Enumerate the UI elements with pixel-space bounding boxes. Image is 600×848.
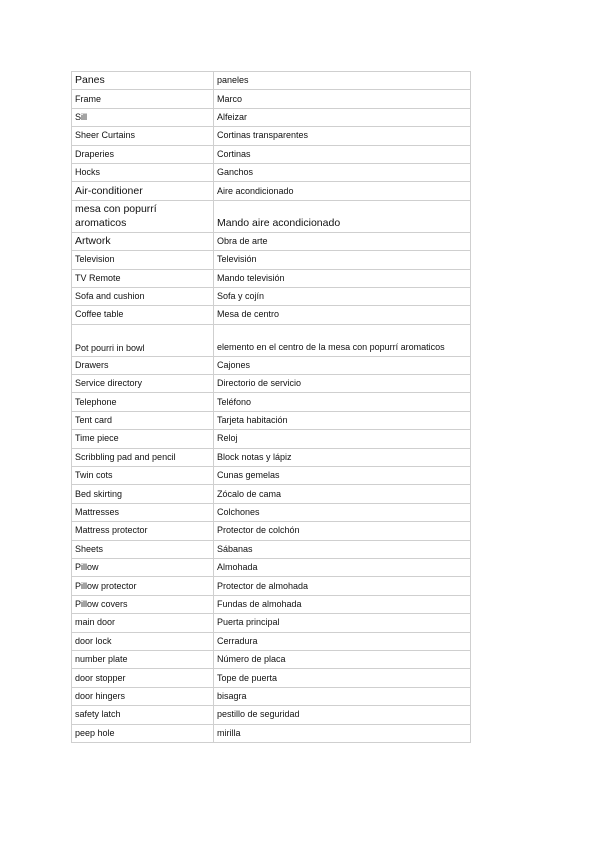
spanish-term: Protector de colchón bbox=[214, 522, 471, 540]
table-row bbox=[72, 577, 471, 595]
spanish-term: elemento en el centro de la mesa con popurrí aromaticos bbox=[214, 324, 471, 356]
spanish-term: Mesa de centro bbox=[214, 306, 471, 324]
spanish-term: Cerradura bbox=[214, 632, 471, 650]
english-term: Panes bbox=[72, 72, 214, 90]
table-row bbox=[72, 558, 471, 576]
english-term: Pillow covers bbox=[72, 595, 214, 613]
table-row bbox=[72, 540, 471, 558]
spanish-term: Reloj bbox=[214, 430, 471, 448]
table-row bbox=[72, 448, 471, 466]
table-row bbox=[72, 200, 471, 232]
table-row bbox=[72, 251, 471, 269]
table-row bbox=[72, 127, 471, 145]
spanish-term: Obra de arte bbox=[214, 232, 471, 250]
english-term: Mattress protector bbox=[72, 522, 214, 540]
table-row bbox=[72, 503, 471, 521]
english-term: TV Remote bbox=[72, 269, 214, 287]
english-term: peep hole bbox=[72, 724, 214, 742]
vocabulary-table bbox=[71, 71, 471, 743]
spanish-term: Mando televisión bbox=[214, 269, 471, 287]
spanish-term: bisagra bbox=[214, 687, 471, 705]
spanish-term: Cortinas transparentes bbox=[214, 127, 471, 145]
spanish-term: Teléfono bbox=[214, 393, 471, 411]
english-term: Draperies bbox=[72, 145, 214, 163]
table-row bbox=[72, 375, 471, 393]
spanish-term: Fundas de almohada bbox=[214, 595, 471, 613]
table-row bbox=[72, 324, 471, 356]
table-row bbox=[72, 485, 471, 503]
english-term: Coffee table bbox=[72, 306, 214, 324]
spanish-term: Zócalo de cama bbox=[214, 485, 471, 503]
english-term: Mattresses bbox=[72, 503, 214, 521]
spanish-term: Tarjeta habitación bbox=[214, 411, 471, 429]
table-row bbox=[72, 632, 471, 650]
english-term: Tent card bbox=[72, 411, 214, 429]
table-row bbox=[72, 182, 471, 200]
table-row bbox=[72, 356, 471, 374]
english-term: Frame bbox=[72, 90, 214, 108]
english-term: Scribbling pad and pencil bbox=[72, 448, 214, 466]
table-row bbox=[72, 145, 471, 163]
english-term: number plate bbox=[72, 650, 214, 668]
spanish-term: Aire acondicionado bbox=[214, 182, 471, 200]
table-row bbox=[72, 614, 471, 632]
spanish-term: Block notas y lápiz bbox=[214, 448, 471, 466]
table-row bbox=[72, 650, 471, 668]
table-row bbox=[72, 687, 471, 705]
english-term: Artwork bbox=[72, 232, 214, 250]
table-row bbox=[72, 287, 471, 305]
english-term: Drawers bbox=[72, 356, 214, 374]
english-term: Time piece bbox=[72, 430, 214, 448]
spanish-term: mirilla bbox=[214, 724, 471, 742]
spanish-term: Directorio de servicio bbox=[214, 375, 471, 393]
spanish-term: Número de placa bbox=[214, 650, 471, 668]
table-row bbox=[72, 595, 471, 613]
table-row bbox=[72, 72, 471, 90]
spanish-term: Protector de almohada bbox=[214, 577, 471, 595]
english-term: Sofa and cushion bbox=[72, 287, 214, 305]
table-row bbox=[72, 724, 471, 742]
spanish-term: Puerta principal bbox=[214, 614, 471, 632]
spanish-term: Marco bbox=[214, 90, 471, 108]
english-term: Television bbox=[72, 251, 214, 269]
spanish-term: Alfeizar bbox=[214, 108, 471, 126]
english-term: Pillow protector bbox=[72, 577, 214, 595]
table-row bbox=[72, 669, 471, 687]
spanish-term: Almohada bbox=[214, 558, 471, 576]
spanish-term: paneles bbox=[214, 72, 471, 90]
spanish-term: Televisión bbox=[214, 251, 471, 269]
spanish-term: Tope de puerta bbox=[214, 669, 471, 687]
english-term: Air-conditioner bbox=[72, 182, 214, 200]
spanish-term: Sábanas bbox=[214, 540, 471, 558]
english-term: main door bbox=[72, 614, 214, 632]
table-row bbox=[72, 306, 471, 324]
table-row bbox=[72, 108, 471, 126]
spanish-term: Colchones bbox=[214, 503, 471, 521]
spanish-term: Cortinas bbox=[214, 145, 471, 163]
table-row bbox=[72, 163, 471, 181]
english-term: door stopper bbox=[72, 669, 214, 687]
spanish-term: pestillo de seguridad bbox=[214, 706, 471, 724]
english-term: Sheer Curtains bbox=[72, 127, 214, 145]
table-row bbox=[72, 411, 471, 429]
spanish-term: Cajones bbox=[214, 356, 471, 374]
english-term: safety latch bbox=[72, 706, 214, 724]
english-term: Pillow bbox=[72, 558, 214, 576]
table-row bbox=[72, 522, 471, 540]
english-term: door lock bbox=[72, 632, 214, 650]
table-row bbox=[72, 706, 471, 724]
english-term: Sill bbox=[72, 108, 214, 126]
english-term: door hingers bbox=[72, 687, 214, 705]
english-term: Twin cots bbox=[72, 467, 214, 485]
english-term: Service directory bbox=[72, 375, 214, 393]
english-term: Hocks bbox=[72, 163, 214, 181]
spanish-term: Mando aire acondicionado bbox=[214, 200, 471, 232]
table-row bbox=[72, 430, 471, 448]
table-row bbox=[72, 90, 471, 108]
english-term: Sheets bbox=[72, 540, 214, 558]
table-row bbox=[72, 269, 471, 287]
table-row bbox=[72, 393, 471, 411]
spanish-term: Ganchos bbox=[214, 163, 471, 181]
table-row bbox=[72, 467, 471, 485]
english-term: Bed skirting bbox=[72, 485, 214, 503]
table-row bbox=[72, 232, 471, 250]
spanish-term: Sofa y cojín bbox=[214, 287, 471, 305]
english-term: Pot pourri in bowl bbox=[72, 324, 214, 356]
spanish-term: Cunas gemelas bbox=[214, 467, 471, 485]
english-term: mesa con popurrí aromaticos bbox=[72, 200, 214, 232]
english-term: Telephone bbox=[72, 393, 214, 411]
